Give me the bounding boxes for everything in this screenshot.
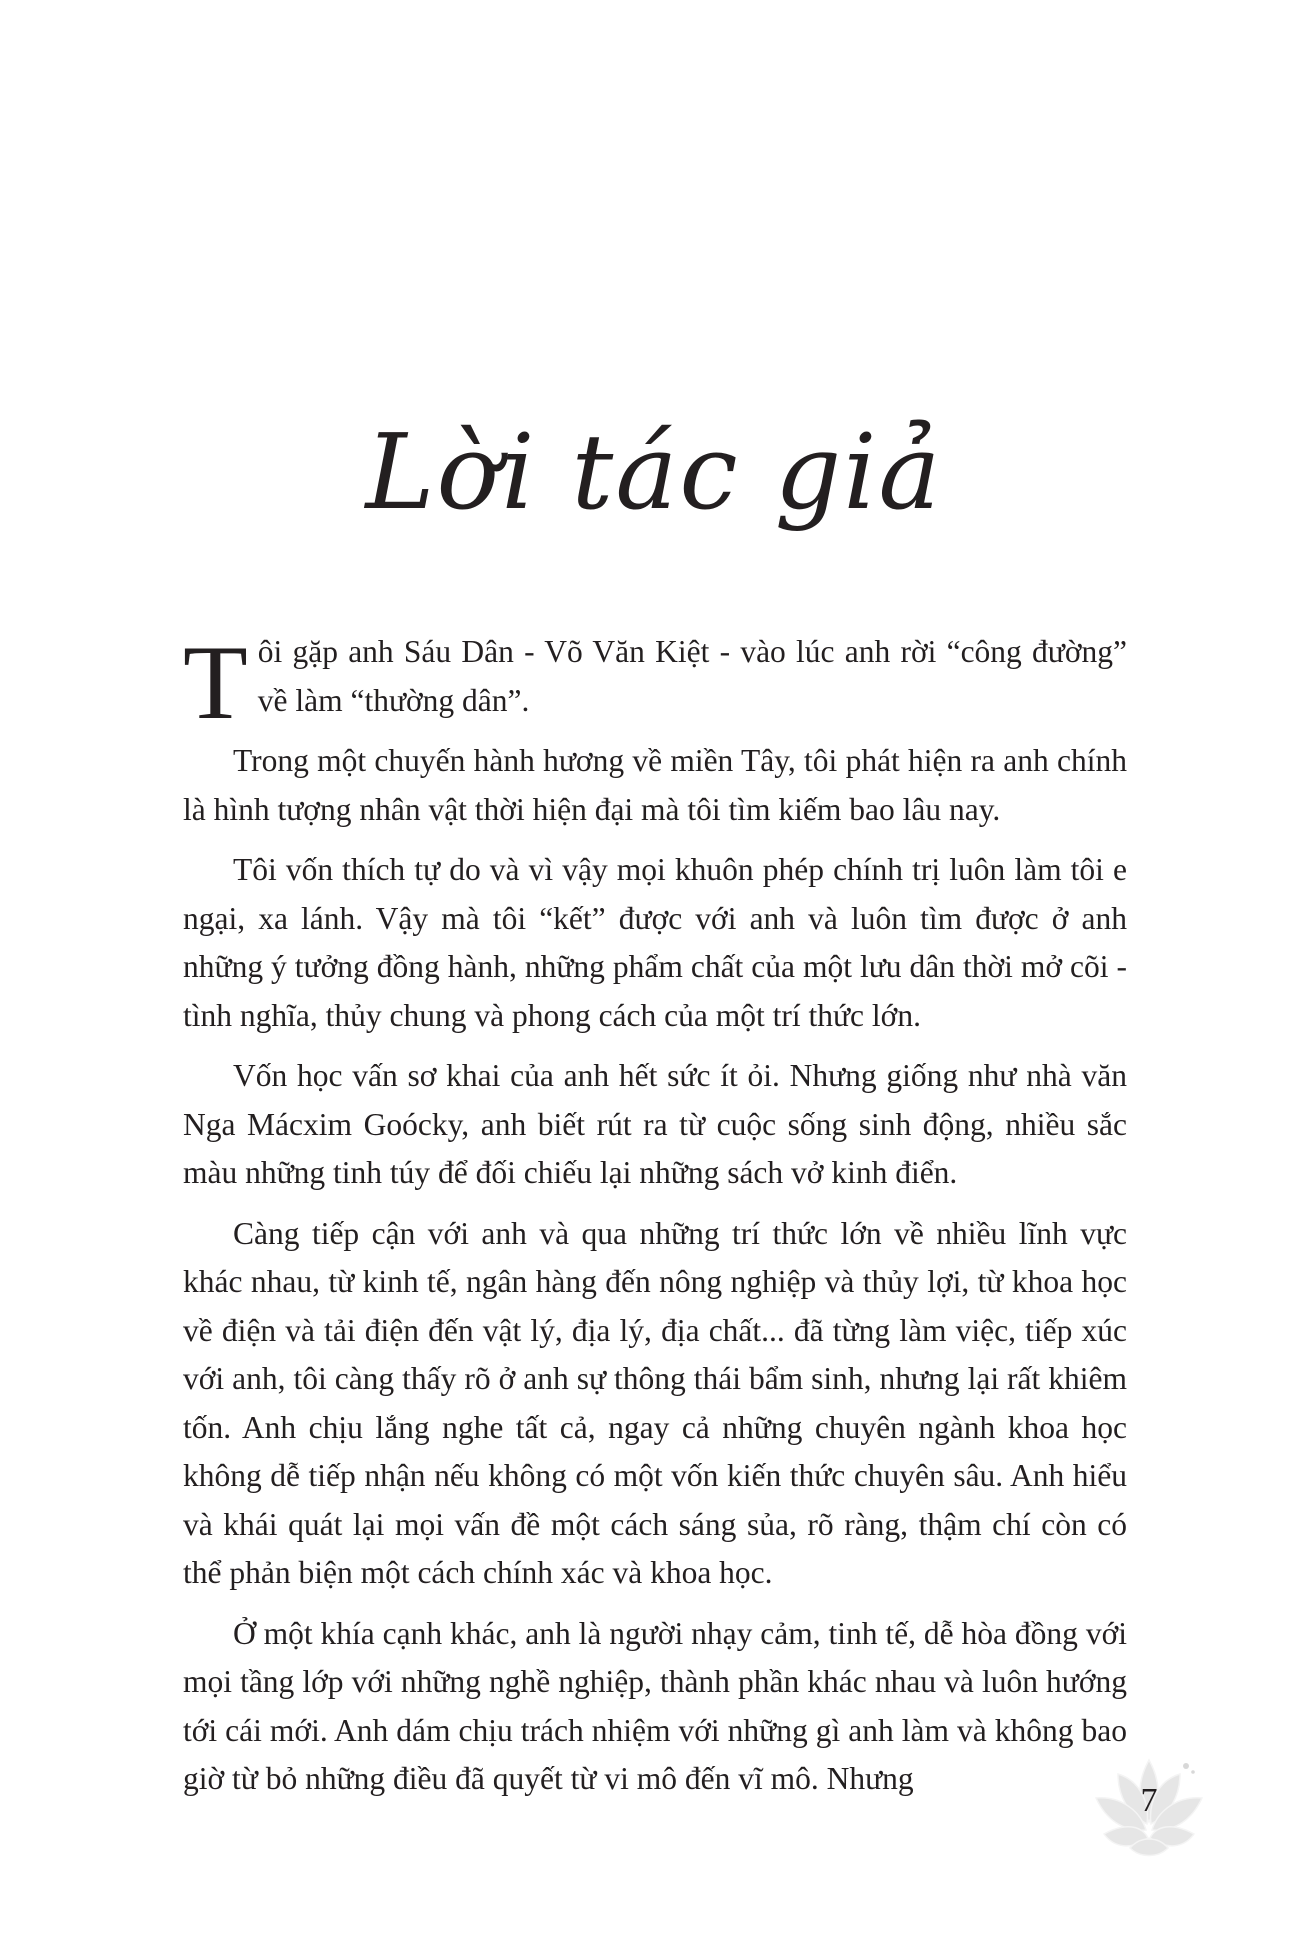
paragraph-2: Trong một chuyến hành hương về miền Tây, tôi phát hiện ra anh chính là hình tượng nhân vật thời hiện đại mà tôi tìm kiếm bao lâu nay.	[183, 743, 1127, 827]
drop-cap: T	[183, 624, 248, 741]
body-text	[183, 624, 1127, 1816]
paragraph-3: Tôi vốn thích tự do và vì vậy mọi khuôn phép chính trị luôn làm tôi e ngại, xa lánh. Vậy mà tôi “kết” được với anh và luôn tìm được ở anh những ý tưởng đồng hành, những phẩm chất của một lưu dân thời mở cõi - tình nghĩa, thủy chung và phong cách của một trí thức lớn.	[183, 852, 1127, 1033]
page-number-badge	[1090, 1752, 1208, 1862]
page-number: 7	[1140, 1782, 1158, 1819]
page-title: Lời tác giả	[365, 411, 943, 533]
paragraph-1-text: ôi gặp anh Sáu Dân - Võ Văn Kiệt - vào lúc anh rời “công đường” về làm “thường dân”.	[257, 634, 1127, 718]
paragraph-5: Càng tiếp cận với anh và qua những trí thức lớn về nhiều lĩnh vực khác nhau, từ kinh tế, ngân hàng đến nông nghiệp và thủy lợi, từ khoa học về điện và tải điện đến vật lý, địa lý, địa chất... đã từng làm việc, tiếp xúc với anh, tôi càng thấy rõ ở anh sự thông thái bẩm sinh, nhưng lại rất khiêm tốn. Anh chịu lắng nghe tất cả, ngay cả những chuyên ngành khoa học không dễ tiếp nhận nếu không có một vốn kiến thức chuyên sâu. Anh hiểu và khái quát lại mọi vấn đề một cách sáng sủa, rõ ràng, thậm chí còn có thể phản biện một cách chính xác và khoa học.	[183, 1215, 1127, 1590]
paragraph-6: Ở một khía cạnh khác, anh là người nhạy cảm, tinh tế, dễ hòa đồng với mọi tầng lớp với những nghề nghiệp, thành phần khác nhau và luôn hướng tới cái mới. Anh dám chịu trách nhiệm với những gì anh làm và không bao giờ từ bỏ những điều đã quyết từ vi mô đến vĩ mô. Nhưng	[183, 1615, 1127, 1796]
paragraph-1	[183, 624, 1127, 741]
paragraph-4: Vốn học vấn sơ khai của anh hết sức ít ỏi. Nhưng giống như nhà văn Nga Mácxim Goócky, anh biết rút ra từ cuộc sống sinh động, nhiều sắc màu những tinh túy để đối chiếu lại những sách vở kinh điển.	[183, 1058, 1127, 1190]
